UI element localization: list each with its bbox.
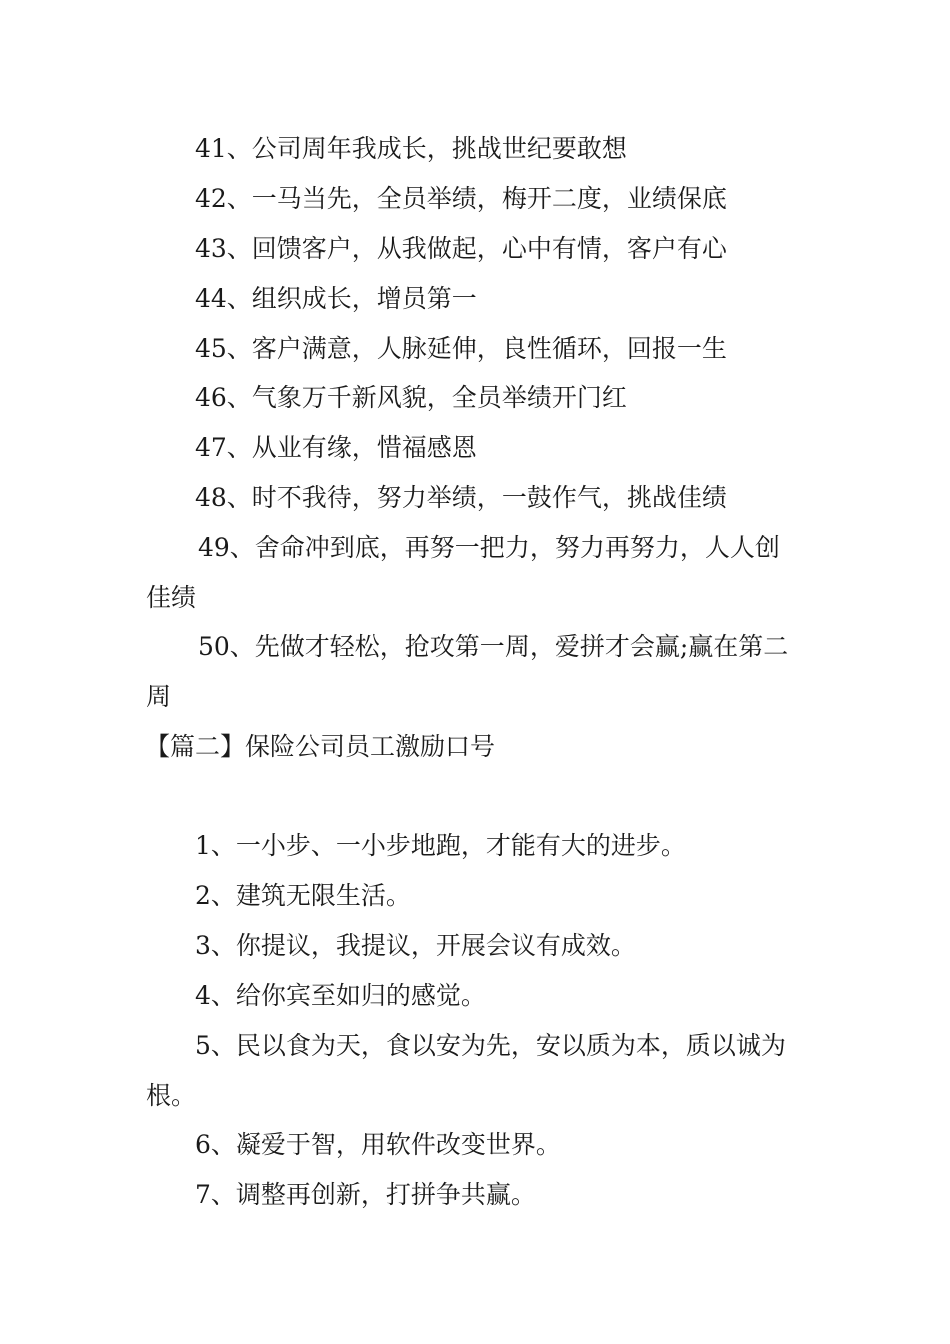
list-item: 4、给你宾至如归的感觉。 [195, 981, 486, 1010]
list-item-continuation: 根。 [146, 1081, 197, 1110]
list-item: 3、你提议，我提议，开展会议有成效。 [195, 931, 636, 960]
list-item: 1、一小步、一小步地跑，才能有大的进步。 [195, 831, 686, 860]
list-item: 2、建筑无限生活。 [195, 881, 411, 910]
list-item-continuation: 周 [146, 682, 172, 711]
list-item-continuation: 佳绩 [146, 583, 197, 612]
list-item: 45、客户满意，人脉延伸，良性循环，回报一生 [195, 334, 727, 363]
list-item: 41、公司周年我成长，挑战世纪要敢想 [195, 134, 627, 163]
list-item: 48、时不我待，努力举绩，一鼓作气，挑战佳绩 [195, 483, 727, 512]
list-item: 6、凝爱于智，用软件改变世界。 [195, 1130, 561, 1159]
section-heading: 【篇二】保险公司员工激励口号 [145, 732, 496, 761]
list-item: 7、调整再创新，打拼争共赢。 [195, 1180, 536, 1209]
list-item: 42、一马当先，全员举绩，梅开二度，业绩保底 [195, 184, 727, 213]
list-item: 47、从业有缘，惜福感恩 [195, 433, 477, 462]
list-item: 50、先做才轻松，抢攻第一周，爱拼才会赢;赢在第二 [198, 632, 789, 661]
list-item: 5、民以食为天，食以安为先，安以质为本，质以诚为 [195, 1031, 786, 1060]
list-item: 46、气象万千新风貌，全员举绩开门红 [195, 383, 627, 412]
list-item: 49、舍命冲到底，再努一把力，努力再努力，人人创 [198, 533, 780, 562]
list-item: 43、回馈客户，从我做起，心中有情，客户有心 [195, 234, 727, 263]
list-item: 44、组织成长，增员第一 [195, 284, 477, 313]
